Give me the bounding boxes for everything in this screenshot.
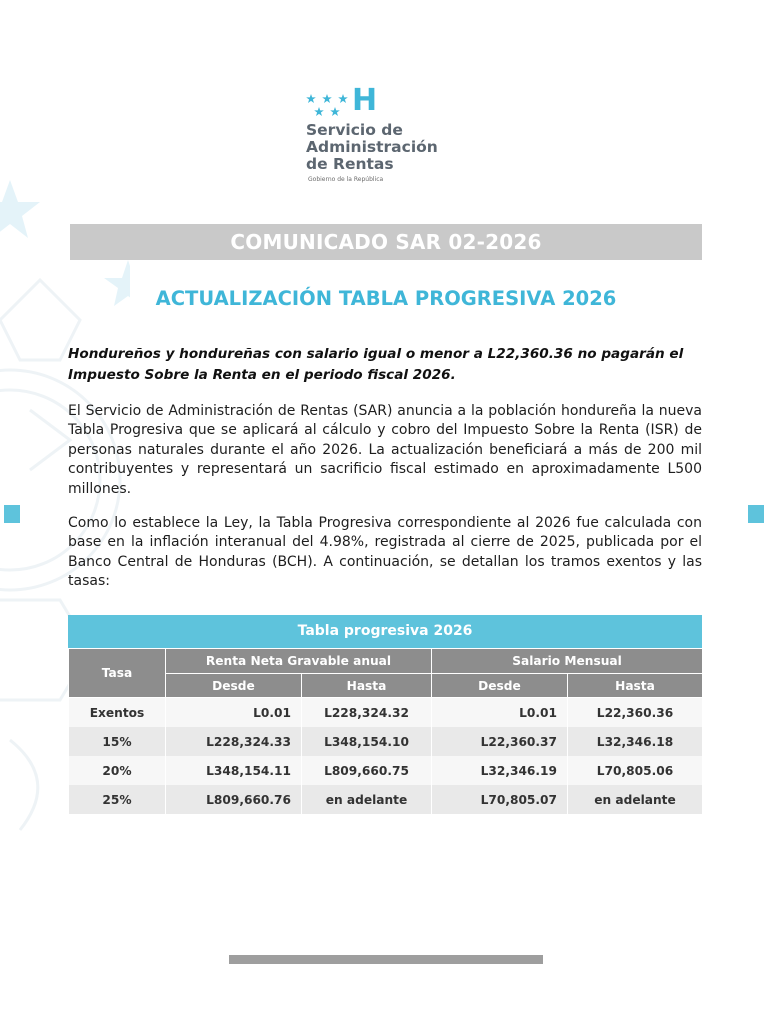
table-row — [69, 727, 703, 756]
document-title: ACTUALIZACIÓN TABLA PROGRESIVA 2026 — [155, 287, 617, 310]
table-row — [69, 698, 703, 728]
cell-mensual-desde: L0.01 — [432, 698, 568, 728]
progressive-tax-table — [68, 615, 702, 814]
logo-subline: Gobierno de la República — [308, 176, 384, 183]
cell-mensual-desde: L70,805.07 — [432, 785, 568, 814]
cell-mensual-desde: L22,360.37 — [432, 727, 568, 756]
cell-tasa: 20% — [69, 756, 166, 785]
cell-mensual-hasta: L70,805.06 — [568, 756, 703, 785]
table-title: Tabla progresiva 2026 — [68, 615, 702, 648]
communique-banner: COMUNICADO SAR 02-2026 — [70, 224, 702, 260]
logo-name — [306, 122, 438, 173]
cell-anual-hasta: L809,660.75 — [302, 756, 432, 785]
cell-mensual-hasta: en adelante — [568, 785, 703, 814]
cell-anual-desde: L228,324.33 — [166, 727, 302, 756]
cell-anual-desde: L809,660.76 — [166, 785, 302, 814]
left-edge-marker — [4, 505, 20, 523]
cell-mensual-hasta: L22,360.36 — [568, 698, 703, 728]
cell-tasa: Exentos — [69, 698, 166, 728]
lead-statement: Hondureños y hondureñas con salario igual o menor a L22,360.36 no pagarán el Impuesto Sobre la Renta en el periodo fiscal 2026. — [68, 346, 684, 383]
paragraph-1: El Servicio de Administración de Rentas (SAR) anuncia a la población hondureña la nueva Tabla Progresiva que se aplicará al cálculo y cobro del Impuesto Sobre la Renta (ISR) de personas naturales durante el año 2026. La actualización beneficiará a más de 200 mil contribuyentes y representará un sacrificio fiscal estimado en aproximadamente L500 millones. — [68, 403, 702, 497]
right-edge-marker — [748, 505, 764, 523]
cell-anual-desde: L348,154.11 — [166, 756, 302, 785]
logo-h-mark: H — [352, 83, 378, 118]
logo-name-line-3: de Rentas — [306, 155, 394, 173]
table-row — [69, 756, 703, 785]
paragraph-2: Como lo establece la Ley, la Tabla Progresiva correspondiente al 2026 fue calculada con base en la inflación interanual del 4.98%, registrada al cierre de 2025, publicada por el Banco Central de Honduras (BCH). A continuación, se detallan los tramos exentos y las tasas: — [68, 515, 702, 590]
tax-brackets-grid — [68, 648, 703, 814]
cell-tasa: 15% — [69, 727, 166, 756]
header-tasa: Tasa — [69, 649, 166, 698]
logo-name-line-2: Administración — [306, 138, 438, 156]
header-mensual-hasta: Hasta — [568, 674, 703, 698]
cell-anual-hasta: en adelante — [302, 785, 432, 814]
cell-anual-desde: L0.01 — [166, 698, 302, 728]
header-anual-desde: Desde — [166, 674, 302, 698]
footer-bar — [229, 955, 543, 964]
cell-mensual-hasta: L32,346.18 — [568, 727, 703, 756]
stars-icon — [306, 94, 356, 118]
cell-anual-hasta: L228,324.32 — [302, 698, 432, 728]
cell-anual-hasta: L348,154.10 — [302, 727, 432, 756]
header-mensual-desde: Desde — [432, 674, 568, 698]
header-salario-mensual: Salario Mensual — [432, 649, 703, 674]
sar-logo — [306, 83, 506, 192]
header-renta-anual: Renta Neta Gravable anual — [166, 649, 432, 674]
logo-name-line-1: Servicio de — [306, 121, 403, 139]
table-row — [69, 785, 703, 814]
cell-tasa: 25% — [69, 785, 166, 814]
header-anual-hasta: Hasta — [302, 674, 432, 698]
cell-mensual-desde: L32,346.19 — [432, 756, 568, 785]
